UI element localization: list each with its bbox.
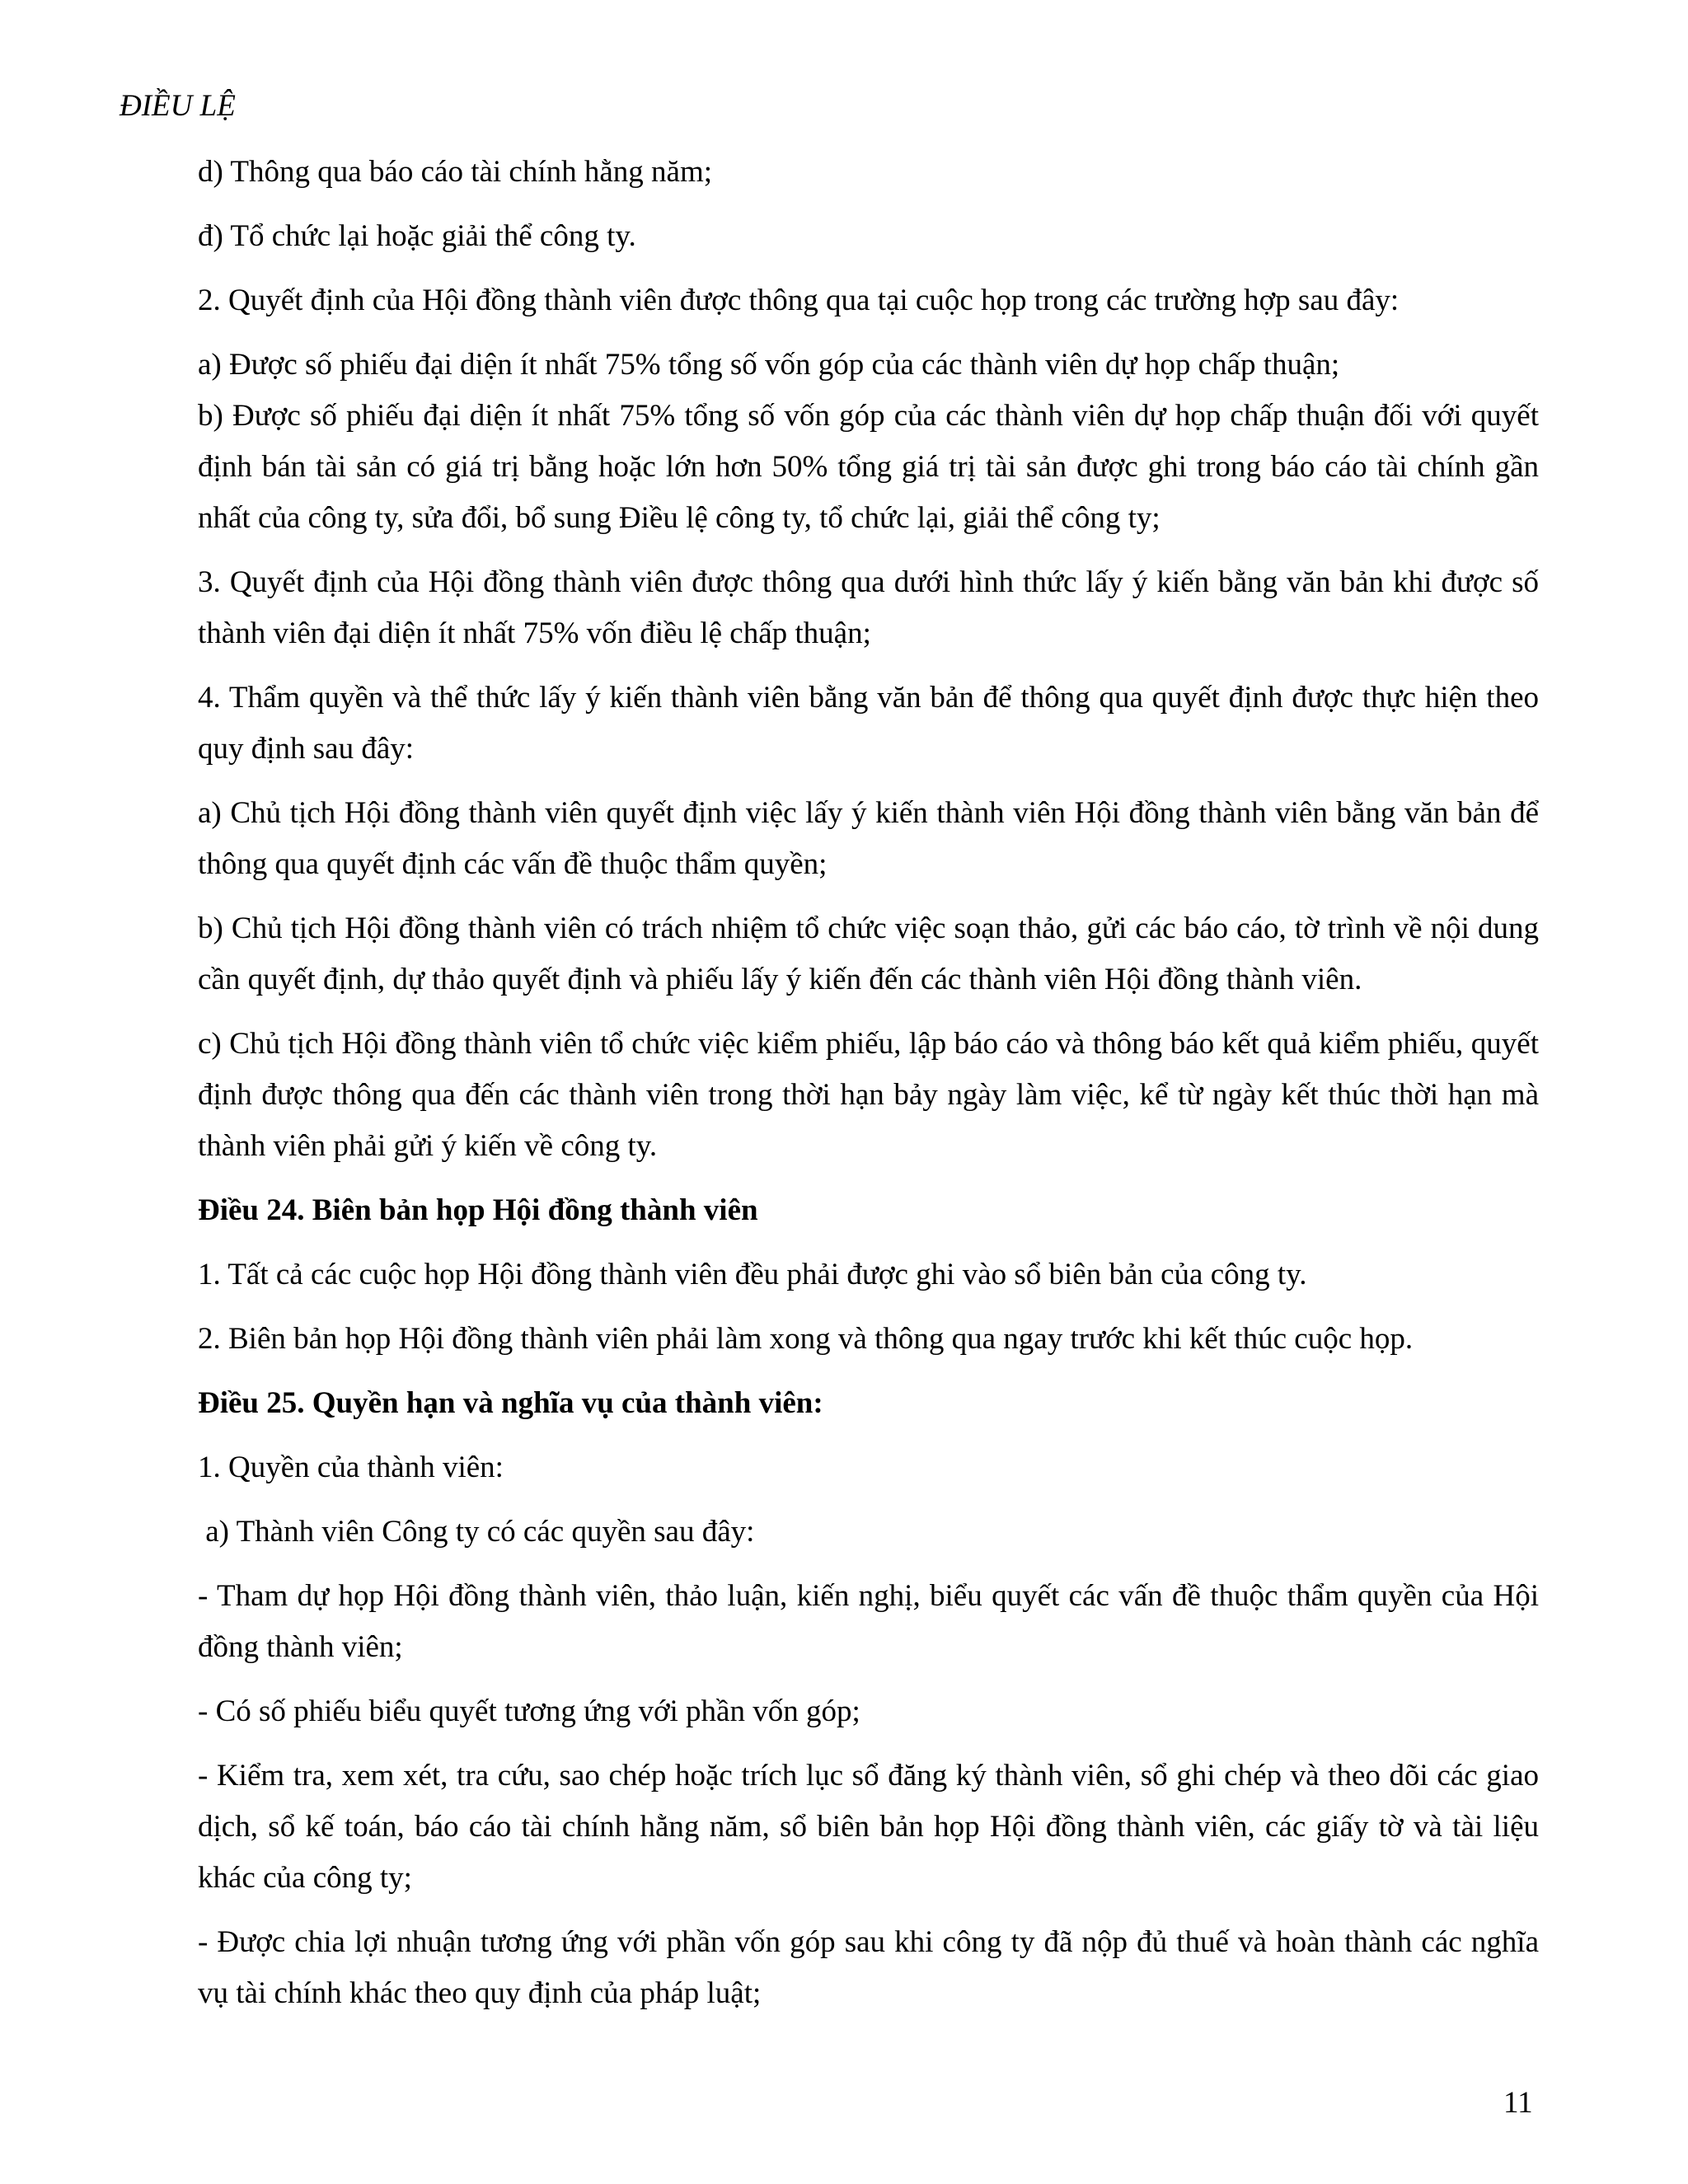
article-25-heading: Điều 25. Quyền hạn và nghĩa vụ của thành viên: bbox=[198, 1386, 823, 1420]
paragraph: c) Chủ tịch Hội đồng thành viên tổ chức việc kiểm phiếu, lập báo cáo và thông báo kết quả kiểm phiếu, quyết định được thông qua đến các thành viên trong thời hạn bảy ngày làm việc, kể từ ngày kết thúc thời hạn mà thành viên phải gửi ý kiến về công ty. bbox=[198, 1027, 1539, 1163]
paragraph: đ) Tổ chức lại hoặc giải thể công ty. bbox=[198, 219, 636, 253]
paragraph: - Tham dự họp Hội đồng thành viên, thảo luận, kiến nghị, biểu quyết các vấn đề thuộc thẩm quyền của Hội đồng thành viên; bbox=[198, 1579, 1539, 1664]
paragraph: 1. Tất cả các cuộc họp Hội đồng thành viên đều phải được ghi vào sổ biên bản của công ty. bbox=[198, 1258, 1307, 1291]
paragraph: - Có số phiếu biểu quyết tương ứng với phần vốn góp; bbox=[198, 1694, 860, 1728]
paragraph: 2. Quyết định của Hội đồng thành viên được thông qua tại cuộc họp trong các trường hợp sau đây: bbox=[198, 284, 1400, 317]
paragraph: b) Được số phiếu đại diện ít nhất 75% tổng số vốn góp của các thành viên dự họp chấp thuận đối với quyết định bán tài sản có giá trị bằng hoặc lớn hơn 50% tổng giá trị tài sản được ghi trong báo cáo tài chính gần nhất của công ty, sửa đổi, bổ sung Điều lệ công ty, tổ chức lại, giải thể công ty; bbox=[198, 399, 1539, 535]
document-body bbox=[198, 147, 1539, 2032]
paragraph: 1. Quyền của thành viên: bbox=[198, 1451, 504, 1484]
article-24-heading: Điều 24. Biên bản họp Hội đồng thành viên bbox=[198, 1193, 758, 1227]
paragraph: d) Thông qua báo cáo tài chính hằng năm; bbox=[198, 155, 713, 189]
paragraph: a) Thành viên Công ty có các quyền sau đây: bbox=[198, 1515, 755, 1549]
paragraph: b) Chủ tịch Hội đồng thành viên có trách nhiệm tổ chức việc soạn thảo, gửi các báo cáo, tờ trình về nội dung cần quyết định, dự thảo quyết định và phiếu lấy ý kiến đến các thành viên Hội đồng thành viên. bbox=[198, 912, 1539, 996]
paragraph: 3. Quyết định của Hội đồng thành viên được thông qua dưới hình thức lấy ý kiến bằng văn bản khi được số thành viên đại diện ít nhất 75% vốn điều lệ chấp thuận; bbox=[198, 565, 1539, 650]
paragraph: a) Được số phiếu đại diện ít nhất 75% tổng số vốn góp của các thành viên dự họp chấp thuận; bbox=[198, 348, 1340, 382]
running-header: ĐIỀU LỆ bbox=[120, 89, 236, 123]
paragraph: 4. Thẩm quyền và thể thức lấy ý kiến thành viên bằng văn bản để thông qua quyết định được thực hiện theo quy định sau đây: bbox=[198, 681, 1539, 766]
paragraph: 2. Biên bản họp Hội đồng thành viên phải làm xong và thông qua ngay trước khi kết thúc cuộc họp. bbox=[198, 1322, 1414, 1356]
paragraph: - Kiểm tra, xem xét, tra cứu, sao chép hoặc trích lục sổ đăng ký thành viên, sổ ghi chép và theo dõi các giao dịch, sổ kế toán, báo cáo tài chính hằng năm, sổ biên bản họp Hội đồng thành viên, các giấy tờ và tài liệu khác của công ty; bbox=[198, 1759, 1539, 1895]
page-number: 11 bbox=[1503, 2086, 1533, 2120]
paragraph: a) Chủ tịch Hội đồng thành viên quyết định việc lấy ý kiến thành viên Hội đồng thành viên bằng văn bản để thông qua quyết định các vấn đề thuộc thẩm quyền; bbox=[198, 796, 1539, 881]
paragraph: - Được chia lợi nhuận tương ứng với phần vốn góp sau khi công ty đã nộp đủ thuế và hoàn thành các nghĩa vụ tài chính khác theo quy định của pháp luật; bbox=[198, 1925, 1539, 2010]
